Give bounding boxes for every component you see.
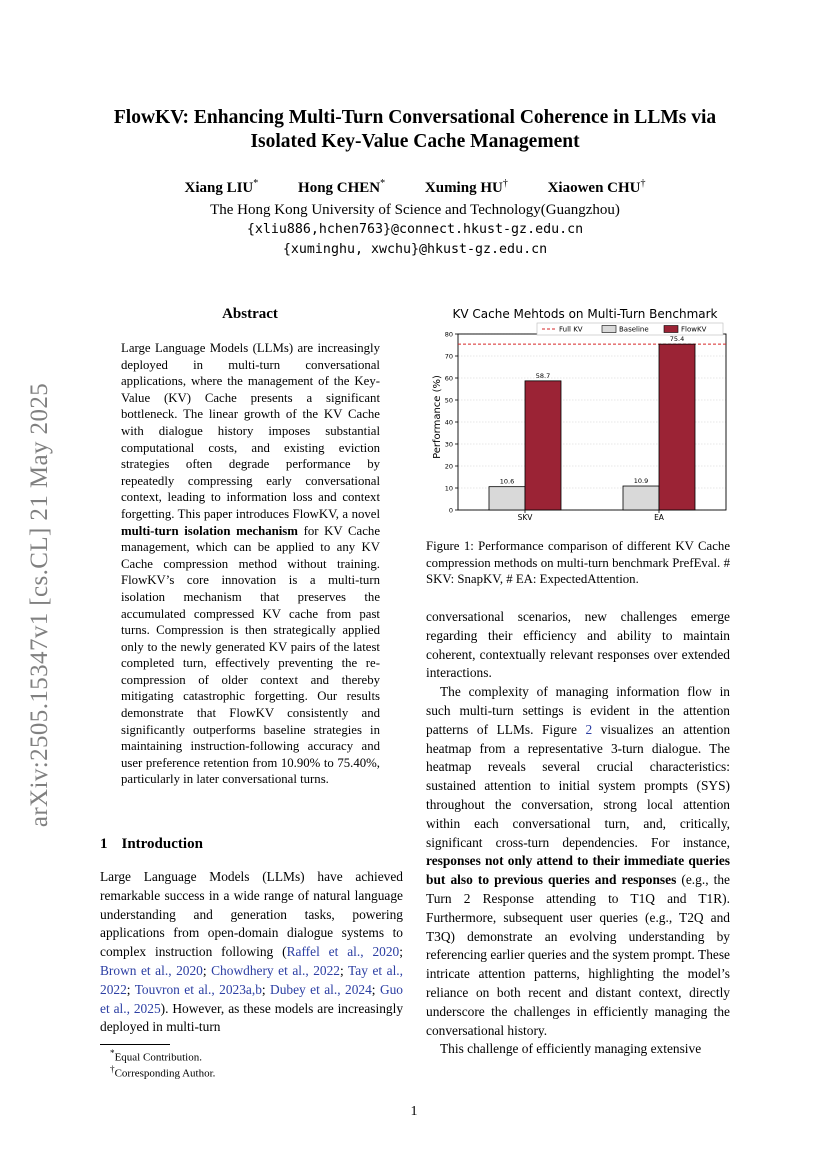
y-tick-label: 10: [444, 484, 453, 493]
x-tick-label: EA: [654, 513, 664, 522]
citation-link[interactable]: Touvron et al., 2023a,b: [134, 981, 262, 997]
bar-value-label: 10.6: [499, 477, 515, 486]
figure-reference-link[interactable]: 2: [585, 721, 593, 737]
arxiv-stamp: [26, 355, 56, 855]
legend-swatch-baseline: [602, 326, 616, 333]
bar-flowkv-skv: [525, 381, 561, 510]
footnote-1: [110, 1048, 202, 1064]
intro-paragraph: Large Language Models (LLMs) have achieved remarkable success in a wide range of natural language understanding and generation tasks, powering applications from open-domain dialogue systems to complex instruction following (Raffel et al., 2020; Brown et al., 2020; Chowdhery et al., 2022; Tay et al., 2022; Touvron et al., 2023a,b; Dubey et al., 2024; Guo et al., 2025). However, as these models are increasingly deployed in multi-turn: [100, 869, 404, 1035]
footnote-mark: †: [110, 1064, 115, 1074]
y-tick-label: 30: [444, 440, 453, 449]
intro-text: Large Language Models (LLMs) have achieved remarkable success in a wide range of natural language understanding and generation tasks, powering applications from open-domain dialogue systems to complex instruction following (: [100, 869, 403, 960]
abstract-heading: Abstract: [222, 306, 278, 322]
author-mark: *: [380, 178, 386, 189]
y-tick-label: 40: [444, 418, 453, 427]
citation-link[interactable]: Chowdhery et al., 2022: [211, 962, 341, 978]
paragraph-text: (e.g., the Turn 2 Response attending to T1Q and T1R). Furthermore, subsequent user queries (e.g., T2Q and T3Q) demonstrate an evolving understanding by referencing earlier queries and the system prompt. These intricate attention patterns, highlighting the model’s reliance on both recent and distant context, directly underscore the challenges in efficiently managing the conversational history.: [426, 872, 730, 1038]
author-2: [298, 180, 385, 196]
affiliation-block: [60, 200, 770, 260]
bar-value-label: 10.9: [633, 477, 649, 486]
y-tick-label: 50: [444, 396, 453, 405]
citation-link[interactable]: Brown et al., 2020: [100, 962, 203, 978]
author-mark: †: [502, 178, 508, 189]
footnote-text: Corresponding Author.: [114, 1067, 216, 1080]
y-tick-label: 0: [448, 506, 453, 515]
paragraph: This challenge of efficiently managing extensive: [440, 1041, 702, 1057]
paragraph: conversational scenarios, new challenges emerge regarding their efficiency and ability to maintain coherent, contextually relevant responses over extended interactions.: [426, 609, 730, 681]
section-title: Introduction: [121, 836, 203, 852]
y-axis-label: Performance (%): [432, 375, 443, 459]
bold-phrase: responses not only attend to their immediate queries but also to previous queries and responses: [426, 853, 730, 888]
figure-caption: Figure 1: Performance comparison of different KV Cache compression methods on multi-turn benchmark PrefEval. # SKV: SnapKV, # EA: ExpectedAttention.: [426, 539, 730, 587]
abstract-text: for KV Cache management, which can be applied to any KV Cache compression method without training. FlowKV’s core innovation is a multi-turn isolation mechanism that preserves the accumulated compressed KV cache from past turns. Compression is then strategically applied only to the newly generated KV pairs of the latest completed turn, effectively preventing the re-compression of older context and thereby mitigating catastrophic forgetting. Our results demonstrate that FlowKV consistently and significantly outperforms baseline strategies in maintaining instruction-following accuracy and user preference retention from 10.90% to 75.40%, particularly in later conversational turns.: [121, 523, 380, 787]
intro-text: ). However, as these models are increasingly deployed in multi-turn: [100, 1000, 404, 1035]
title-line-1: FlowKV: Enhancing Multi-Turn Conversational Coherence in LLMs via: [113, 107, 717, 128]
citation-link[interactable]: Dubey et al., 2024: [270, 981, 372, 997]
author-name: Xiang LIU: [184, 180, 254, 196]
footnote-2: [110, 1064, 215, 1080]
paragraph: [426, 683, 730, 1040]
legend-swatch-flowkv: [664, 326, 678, 333]
author-1: [185, 180, 259, 196]
footnote-text: Equal Contribution.: [114, 1051, 202, 1064]
author-list: [60, 178, 770, 197]
abstract-text: Large Language Models (LLMs) are increasingly deployed in multi-turn conversational applications, where the management of the Key-Value (KV) Cache presents a significant bottleneck. The linear growth of the KV Cache with dialogue history imposes substantial computational costs, and existing eviction strategies often degrade performance by repeatedly compressing early conversational context, leading to information loss and context forgetting. This paper introduces FlowKV, a novel: [121, 341, 380, 521]
email-line-2[interactable]: {xuminghu, xwchu}@hkust-gz.edu.cn: [282, 242, 548, 257]
y-tick-label: 80: [444, 330, 453, 339]
legend-label: Full KV: [559, 325, 583, 334]
paragraph-text: The complexity of managing information flow in such multi-turn settings is evident in the attention patterns of LLMs. Figure: [426, 684, 730, 737]
email-line-1[interactable]: {xliu886,hchen763}@connect.hkust-gz.edu.cn: [246, 222, 584, 237]
author-mark: †: [640, 178, 646, 189]
paper-title: [60, 106, 770, 154]
author-mark: *: [253, 178, 259, 189]
citation-link[interactable]: Tay et al., 2022: [100, 962, 404, 997]
footnote-mark: *: [110, 1048, 115, 1058]
author-name: Xiaowen CHU: [547, 180, 641, 196]
chart-title: KV Cache Mehtods on Multi-Turn Benchmark: [452, 307, 718, 321]
chart-plot-area: [445, 331, 726, 523]
bar-value-label: 75.4: [669, 335, 685, 344]
bar-baseline-ea: [623, 486, 659, 510]
section-heading: [100, 836, 203, 853]
bar-flowkv-ea: [659, 344, 695, 510]
x-tick-label: SKV: [517, 513, 533, 522]
arxiv-identifier: arXiv:2505.15347v1 [cs.CL] 21 May 2025: [26, 382, 53, 828]
citation-link[interactable]: Guo et al., 2025: [100, 981, 403, 1016]
author-name: Hong CHEN: [298, 180, 381, 196]
author-3: [425, 180, 508, 196]
legend-label: Baseline: [619, 325, 649, 334]
abstract-body: [121, 340, 380, 788]
y-tick-label: 70: [444, 352, 453, 361]
page-number: 1: [410, 1104, 418, 1119]
chart-legend: [537, 323, 723, 335]
author-4: [548, 180, 646, 196]
section-number: 1: [100, 836, 108, 852]
author-name: Xuming HU: [424, 180, 503, 196]
y-tick-label: 60: [444, 374, 453, 383]
y-tick-label: 20: [444, 462, 453, 471]
bar-value-label: 58.7: [535, 371, 551, 380]
legend-label: FlowKV: [681, 325, 707, 334]
affiliation: The Hong Kong University of Science and Technology(Guangzhou): [210, 202, 620, 218]
footnote-rule: [100, 1044, 170, 1045]
right-column-body: [426, 608, 730, 1059]
title-line-2: Isolated Key-Value Cache Management: [250, 131, 580, 152]
figure-1-chart: [426, 302, 730, 528]
abstract-bold-phrase: multi-turn isolation mechanism: [121, 523, 298, 538]
citation-link[interactable]: Raffel et al., 2020: [286, 944, 400, 960]
paragraph-text: visualizes an attention heatmap from a representative 3-turn dialogue. The heatmap reveals several crucial characteristics: sustained attention to initial system prompts (SYS) throughout the conversation, strong local attention within each conversational turn, and, critically, significant cross-turn dependencies. For instance,: [426, 721, 731, 850]
bar-baseline-skv: [489, 487, 525, 510]
